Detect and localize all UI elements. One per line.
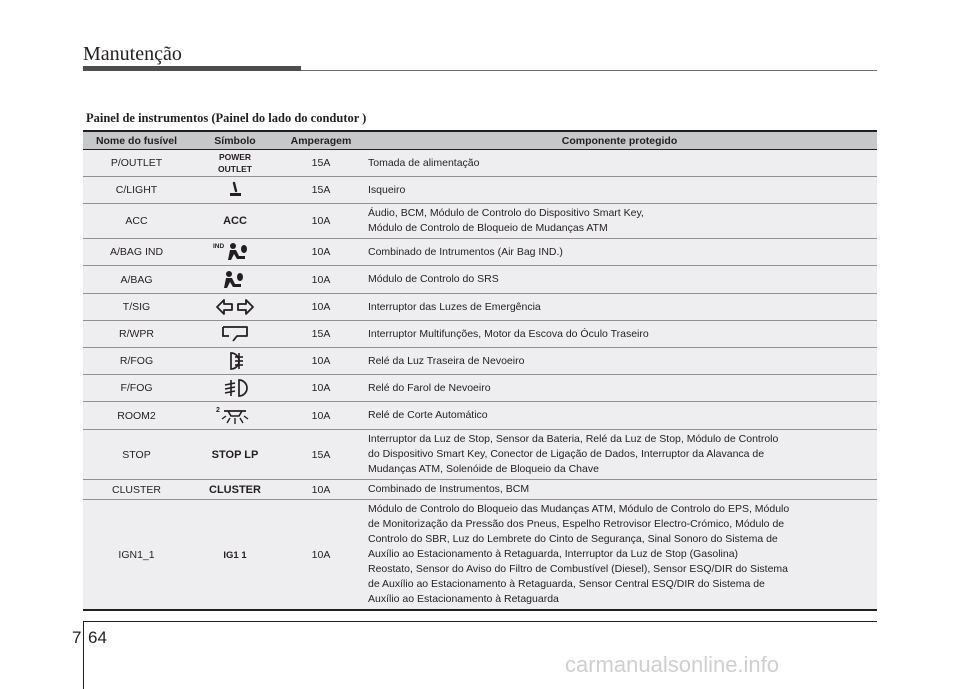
fuse-amperage: 15A bbox=[280, 430, 362, 480]
component-line: Módulo de Controlo de Bloqueio de Mudanças ATM bbox=[368, 222, 608, 234]
fuse-amperage: 15A bbox=[280, 321, 362, 348]
component-line: Controlo do SBR, Luz do Lembrete do Cinto de Segurança, Sinal Sonoro do Sistema de bbox=[368, 533, 778, 545]
component-line: Combinado de Intrumentos (Air Bag IND.) bbox=[368, 245, 563, 258]
component-line: Relé do Farol de Nevoeiro bbox=[368, 381, 491, 394]
component-line: Tomada de alimentação bbox=[368, 156, 480, 169]
fuse-component bbox=[362, 375, 877, 402]
ig1-symbol-text: IG1 1 bbox=[223, 549, 247, 561]
fuse-name: CLUSTER bbox=[83, 480, 190, 500]
fuse-symbol bbox=[190, 402, 280, 430]
component-line: Relé de Corte Automático bbox=[368, 409, 488, 421]
fuse-component bbox=[362, 321, 877, 348]
component-line: Reostato, Sensor do Aviso do Filtro de Combustível (Diesel), Sensor ESQ/DIR do Sistema bbox=[368, 563, 788, 575]
airbag-ind-label: IND bbox=[213, 243, 225, 250]
fuse-symbol bbox=[190, 150, 280, 177]
fuse-name: P/OUTLET bbox=[83, 150, 190, 177]
chapter-number: 7 bbox=[72, 628, 82, 647]
fuse-name: IGN1_1 bbox=[83, 500, 190, 611]
fuse-component bbox=[362, 239, 877, 266]
component-line: do Dispositivo Smart Key, Conector de Ligação de Dados, Interruptor da Alavanca de bbox=[368, 448, 765, 460]
fuse-name: STOP bbox=[83, 430, 190, 480]
fuse-amperage: 15A bbox=[280, 177, 362, 204]
airbag-icon bbox=[220, 269, 250, 291]
fuse-amperage: 10A bbox=[280, 239, 362, 266]
fuse-component bbox=[362, 348, 877, 375]
fuse-amperage: 10A bbox=[280, 266, 362, 294]
front-fog-icon bbox=[220, 378, 250, 398]
fuse-name: R/WPR bbox=[83, 321, 190, 348]
component-line: Módulo de Controlo do Bloqueio das Mudanças ATM, Módulo de Controlo do EPS, Módulo bbox=[368, 503, 790, 515]
power-outlet-symbol-line2: OUTLET bbox=[218, 164, 252, 174]
fuse-symbol bbox=[190, 177, 280, 204]
table-row bbox=[83, 375, 877, 402]
fuse-symbol bbox=[190, 239, 280, 266]
power-outlet-symbol-line1: POWER bbox=[218, 152, 252, 162]
fuse-name: A/BAG bbox=[83, 266, 190, 294]
fuse-amperage: 10A bbox=[280, 348, 362, 375]
table-row bbox=[83, 239, 877, 266]
fuse-symbol bbox=[190, 204, 280, 239]
fuse-component bbox=[362, 430, 877, 480]
table-row bbox=[83, 348, 877, 375]
table-row bbox=[83, 150, 877, 177]
footer-vertical-line bbox=[83, 621, 84, 689]
turn-signal-icon bbox=[215, 298, 255, 316]
fuse-component bbox=[362, 294, 877, 321]
fuse-amperage: 15A bbox=[280, 150, 362, 177]
fuse-name: T/SIG bbox=[83, 294, 190, 321]
component-line: Interruptor Multifunções, Motor da Escova do Óculo Traseiro bbox=[368, 327, 649, 340]
column-header-symbol: Símbolo bbox=[190, 131, 280, 150]
fuse-symbol bbox=[190, 375, 280, 402]
airbag-ind-icon bbox=[213, 241, 257, 263]
table-row bbox=[83, 500, 877, 611]
fuse-name: C/LIGHT bbox=[83, 177, 190, 204]
rear-fog-icon bbox=[220, 351, 250, 371]
room-lamp-icon bbox=[215, 405, 255, 427]
component-line: Módulo de Controlo do SRS bbox=[368, 273, 499, 285]
component-line: Interruptor da Luz de Stop, Sensor da Bateria, Relé da Luz de Stop, Módulo de Controlo bbox=[368, 433, 779, 445]
fuse-component bbox=[362, 204, 877, 239]
column-header-component: Componente protegido bbox=[362, 131, 877, 150]
column-header-amperage: Amperagem bbox=[280, 131, 362, 150]
acc-symbol-text: ACC bbox=[223, 215, 247, 227]
rear-wiper-icon bbox=[220, 324, 250, 344]
page-header-title: Manutenção bbox=[83, 43, 182, 65]
footer-rule bbox=[83, 621, 877, 622]
fuse-component bbox=[362, 402, 877, 430]
page-number: 64 bbox=[88, 628, 107, 647]
header-rule bbox=[301, 70, 877, 71]
table-row bbox=[83, 177, 877, 204]
fuse-name: ACC bbox=[83, 204, 190, 239]
table-row bbox=[83, 266, 877, 294]
table-row bbox=[83, 321, 877, 348]
header-bar bbox=[83, 66, 301, 71]
table-header-row bbox=[83, 131, 877, 150]
watermark: carmanualsonline.info bbox=[565, 652, 780, 677]
fuse-name: ROOM2 bbox=[83, 402, 190, 430]
room-lamp-label: 2 bbox=[216, 406, 220, 414]
fuse-symbol bbox=[190, 480, 280, 500]
fuse-symbol bbox=[190, 294, 280, 321]
fuse-amperage: 10A bbox=[280, 294, 362, 321]
cigar-lighter-icon bbox=[224, 180, 246, 200]
component-line: Áudio, BCM, Módulo de Controlo do Dispositivo Smart Key, bbox=[368, 207, 644, 219]
component-line: de Monitorização da Pressão dos Pneus, Espelho Retrovisor Electro-Crómico, Módulo de bbox=[368, 518, 785, 530]
component-line: Interruptor das Luzes de Emergência bbox=[368, 300, 541, 313]
fuse-component bbox=[362, 266, 877, 294]
fuse-amperage: 10A bbox=[280, 204, 362, 239]
stop-lp-symbol-text: STOP LP bbox=[211, 448, 259, 461]
component-line: Isqueiro bbox=[368, 183, 406, 196]
component-line: Relé da Luz Traseira de Nevoeiro bbox=[368, 354, 525, 367]
component-line: Auxílio ao Estacionamento à Retaguarda, Interruptor da Luz de Stop (Gasolina) bbox=[368, 548, 739, 560]
fuse-component bbox=[362, 480, 877, 500]
table-row bbox=[83, 430, 877, 480]
component-line: de Auxílio ao Estacionamento à Retaguarda, Sensor Central ESQ/DIR do Sistema de bbox=[368, 578, 765, 590]
section-title: Painel de instrumentos (Painel do lado do condutor ) bbox=[86, 111, 367, 125]
fuse-name: F/FOG bbox=[83, 375, 190, 402]
component-line: Mudanças ATM, Solenóide de Bloqueio da Chave bbox=[368, 463, 599, 475]
fuse-name: A/BAG IND bbox=[83, 239, 190, 266]
column-header-fuse-name: Nome do fusível bbox=[83, 131, 190, 150]
fuse-symbol bbox=[190, 500, 280, 611]
component-line: Auxílio ao Estacionamento à Retaguarda bbox=[368, 593, 559, 605]
fuse-symbol bbox=[190, 348, 280, 375]
fuse-component bbox=[362, 500, 877, 611]
component-line: Combinado de Instrumentos, BCM bbox=[368, 483, 530, 495]
fuse-symbol bbox=[190, 321, 280, 348]
table-row bbox=[83, 402, 877, 430]
fuse-symbol bbox=[190, 430, 280, 480]
table-row bbox=[83, 480, 877, 500]
fuse-component bbox=[362, 177, 877, 204]
fuse-amperage: 10A bbox=[280, 375, 362, 402]
table-row bbox=[83, 294, 877, 321]
fuse-symbol bbox=[190, 266, 280, 294]
fuse-name: R/FOG bbox=[83, 348, 190, 375]
fuse-amperage: 10A bbox=[280, 480, 362, 500]
table-row bbox=[83, 204, 877, 239]
fuse-amperage: 10A bbox=[280, 402, 362, 430]
fuse-component bbox=[362, 150, 877, 177]
fuse-amperage: 10A bbox=[280, 500, 362, 611]
fuse-table bbox=[83, 130, 877, 611]
cluster-symbol-text: CLUSTER bbox=[209, 483, 261, 496]
